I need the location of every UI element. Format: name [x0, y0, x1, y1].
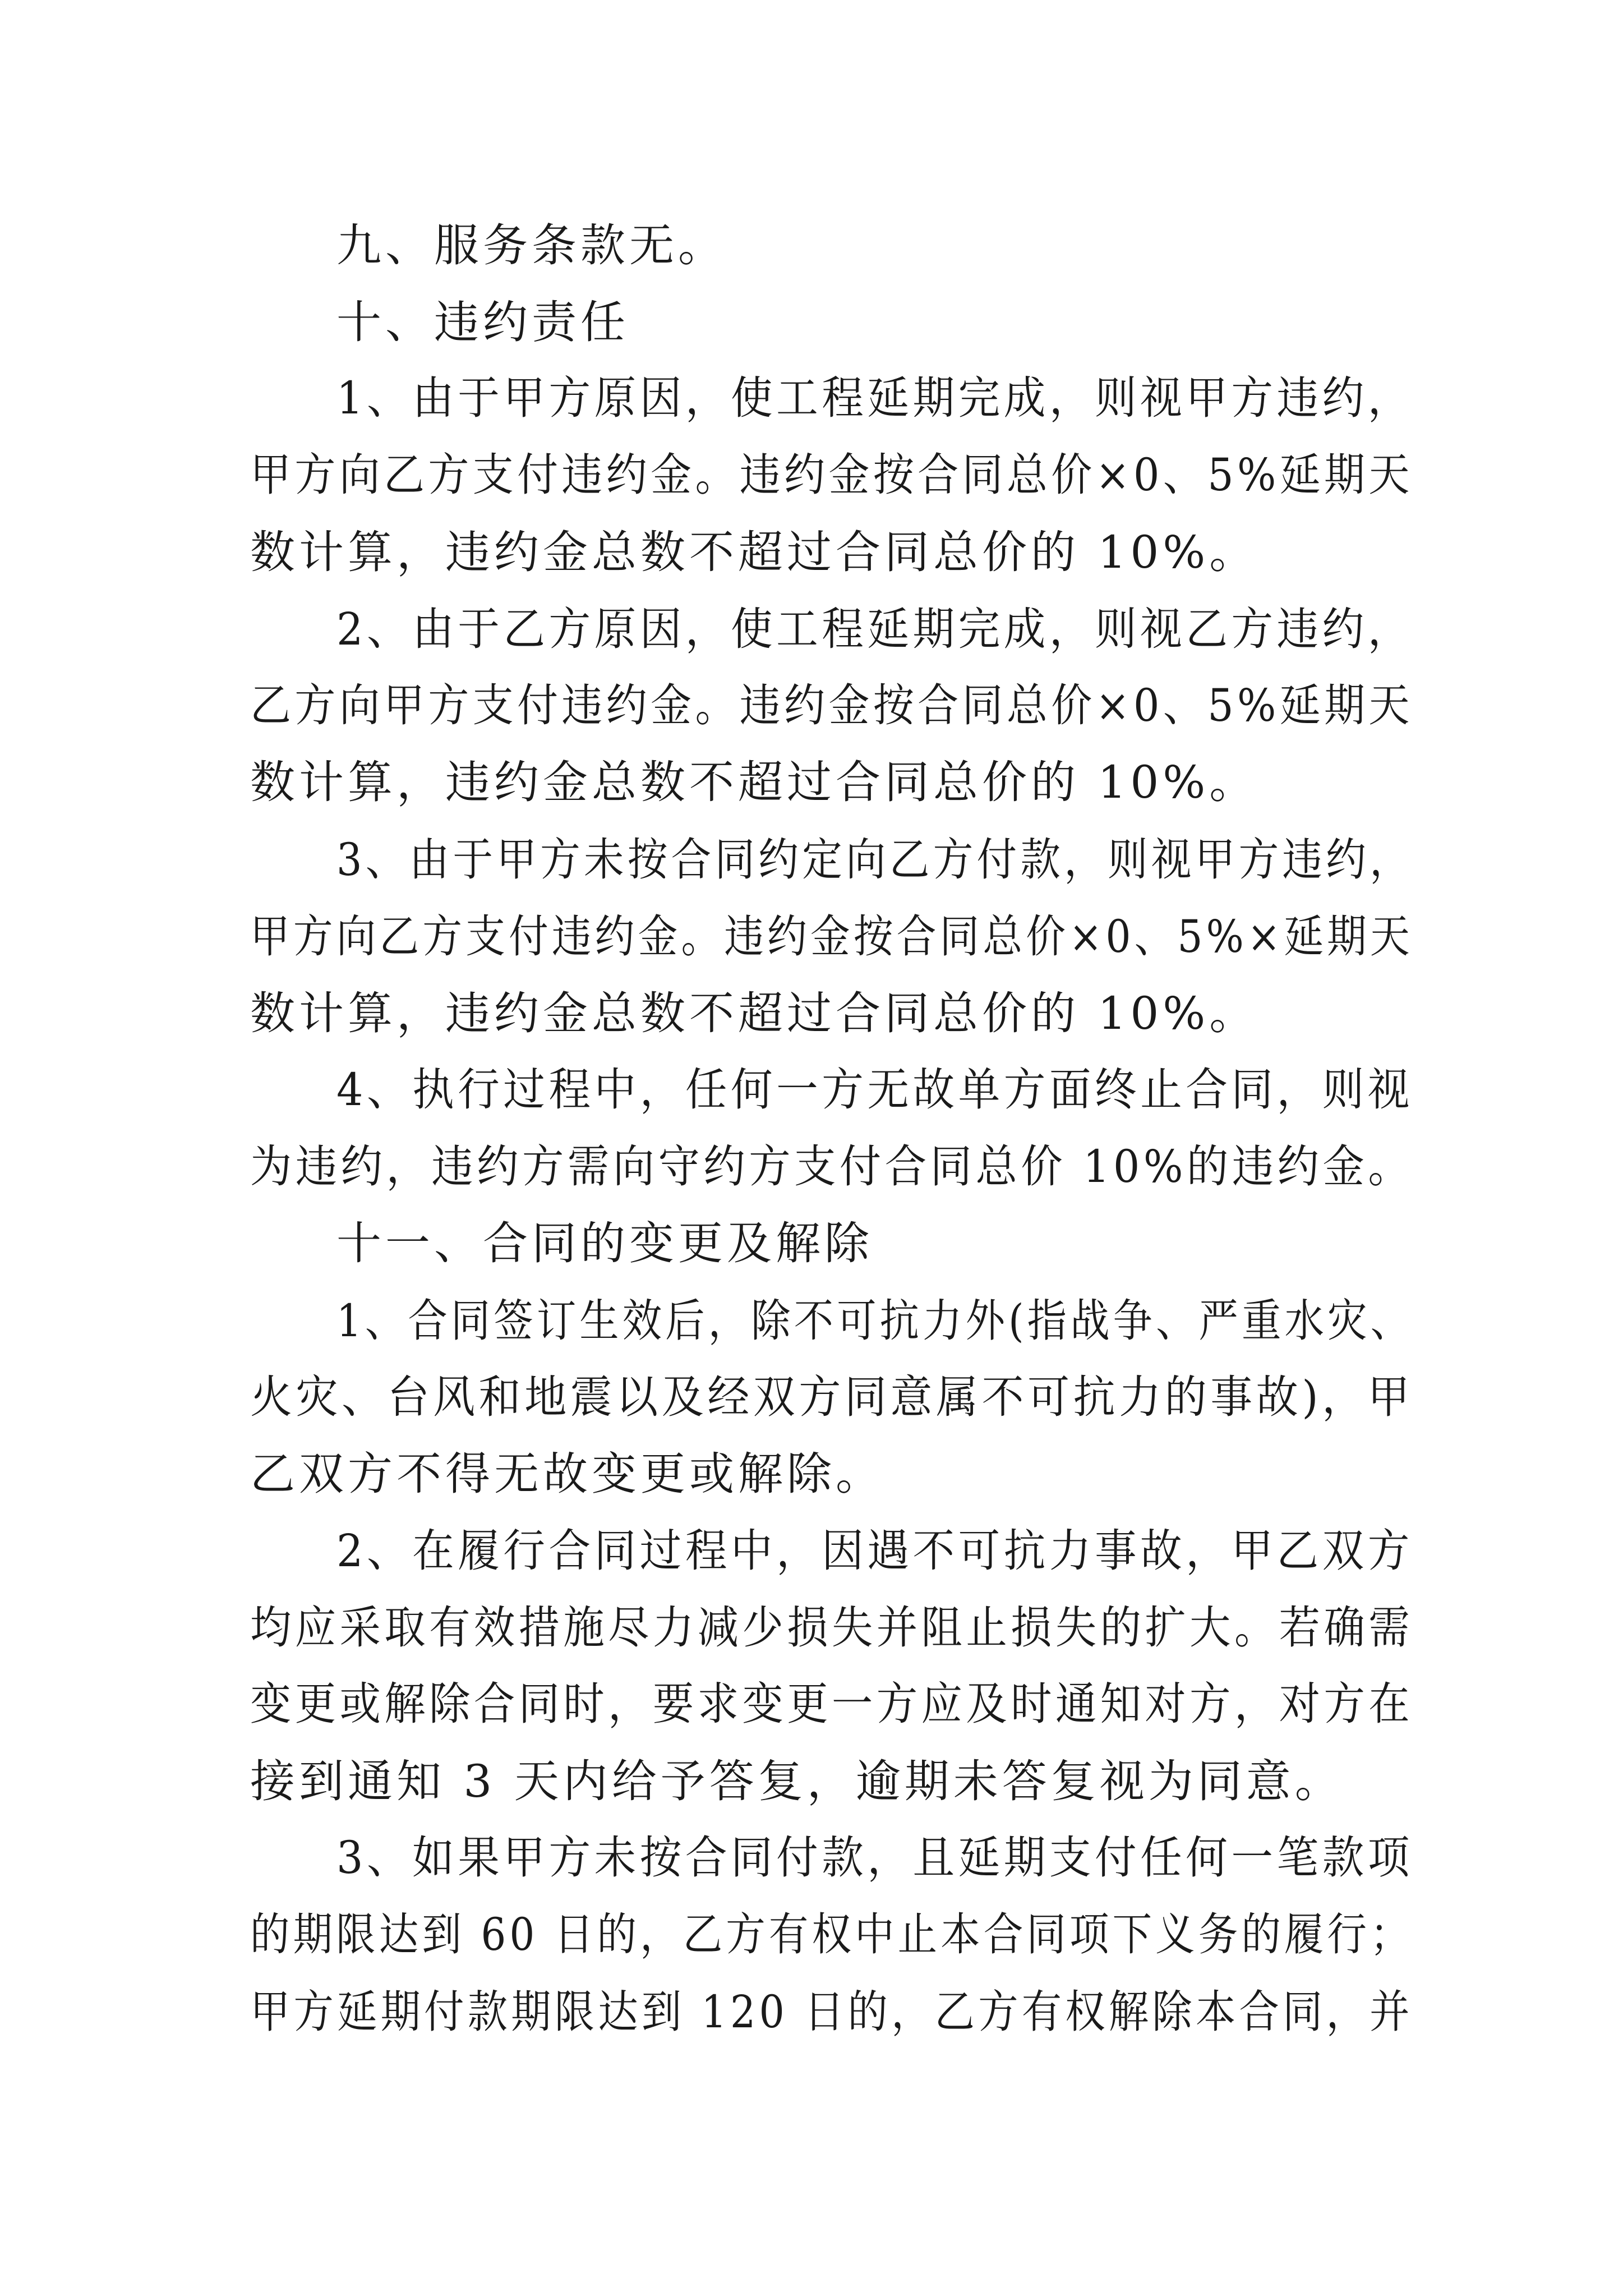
clause-10-3-line-3: 数计算，违约金总数不超过合同总价的 10%。 — [250, 987, 1258, 1039]
clause-11-1-line-3: 乙双方不得无故变更或解除。 — [250, 1448, 884, 1500]
clause-10-3-line-1: 3、由于甲方未按合同约定向乙方付款，则视甲方违约， — [336, 834, 1413, 886]
clause-11-2-line-1: 2、在履行合同过程中，因遇不可抗力事故，甲乙双方 — [336, 1525, 1413, 1577]
clause-10-2-line-1: 2、由于乙方原因，使工程延期完成，则视乙方违约， — [336, 603, 1413, 655]
clause-11-1-line-2: 火灾、台风和地震以及经双方同意属不可抗力的事故)，甲 — [250, 1371, 1414, 1423]
clause-11-3-line-1: 3、如果甲方未按合同付款，且延期支付任何一笔款项 — [336, 1832, 1413, 1884]
clause-10-4-line-1: 4、执行过程中，任何一方无故单方面终止合同，则视 — [336, 1064, 1413, 1116]
clause-11-3-line-3: 甲方延期付款期限达到 120 日的，乙方有权解除本合同，并 — [250, 1986, 1413, 2038]
clause-10-2-line-2: 乙方向甲方支付违约金。违约金按合同总价×0、5%延期天 — [250, 679, 1413, 731]
clause-11-2-line-4: 接到通知 3 天内给予答复，逾期未答复视为同意。 — [250, 1755, 1344, 1807]
clause-10-4-line-2: 为违约，违约方需向守约方支付合同总价 10%的违约金。 — [250, 1140, 1414, 1193]
clause-11-1-line-1: 1、合同签订生效后，除不可抗力外(指战争、严重水灾、 — [336, 1295, 1414, 1347]
clause-10-1-line-1: 1、由于甲方原因，使工程延期完成，则视甲方违约， — [336, 372, 1413, 424]
clause-10-2-line-3: 数计算，违约金总数不超过合同总价的 10%。 — [250, 756, 1258, 808]
clause-10-3-line-2: 甲方向乙方支付违约金。违约金按合同总价×0、5%×延期天 — [250, 910, 1413, 963]
clause-10-1-line-2: 甲方向乙方支付违约金。违约金按合同总价×0、5%延期天 — [250, 449, 1413, 501]
clause-10-1-line-3: 数计算，违约金总数不超过合同总价的 10%。 — [250, 526, 1258, 578]
clause-11-2-line-2: 均应采取有效措施尽力减少损失并阻止损失的扩大。若确需 — [250, 1602, 1414, 1654]
clause-11-heading: 十一、合同的变更及解除 — [336, 1217, 873, 1269]
clause-9-heading: 九、服务条款无。 — [336, 219, 727, 272]
clause-10-heading: 十、违约责任 — [336, 296, 629, 348]
clause-11-3-line-2: 的期限达到 60 日的，乙方有权中止本合同项下义务的履行； — [250, 1908, 1413, 1961]
clause-11-2-line-3: 变更或解除合同时，要求变更一方应及时通知对方，对方在 — [250, 1678, 1414, 1730]
